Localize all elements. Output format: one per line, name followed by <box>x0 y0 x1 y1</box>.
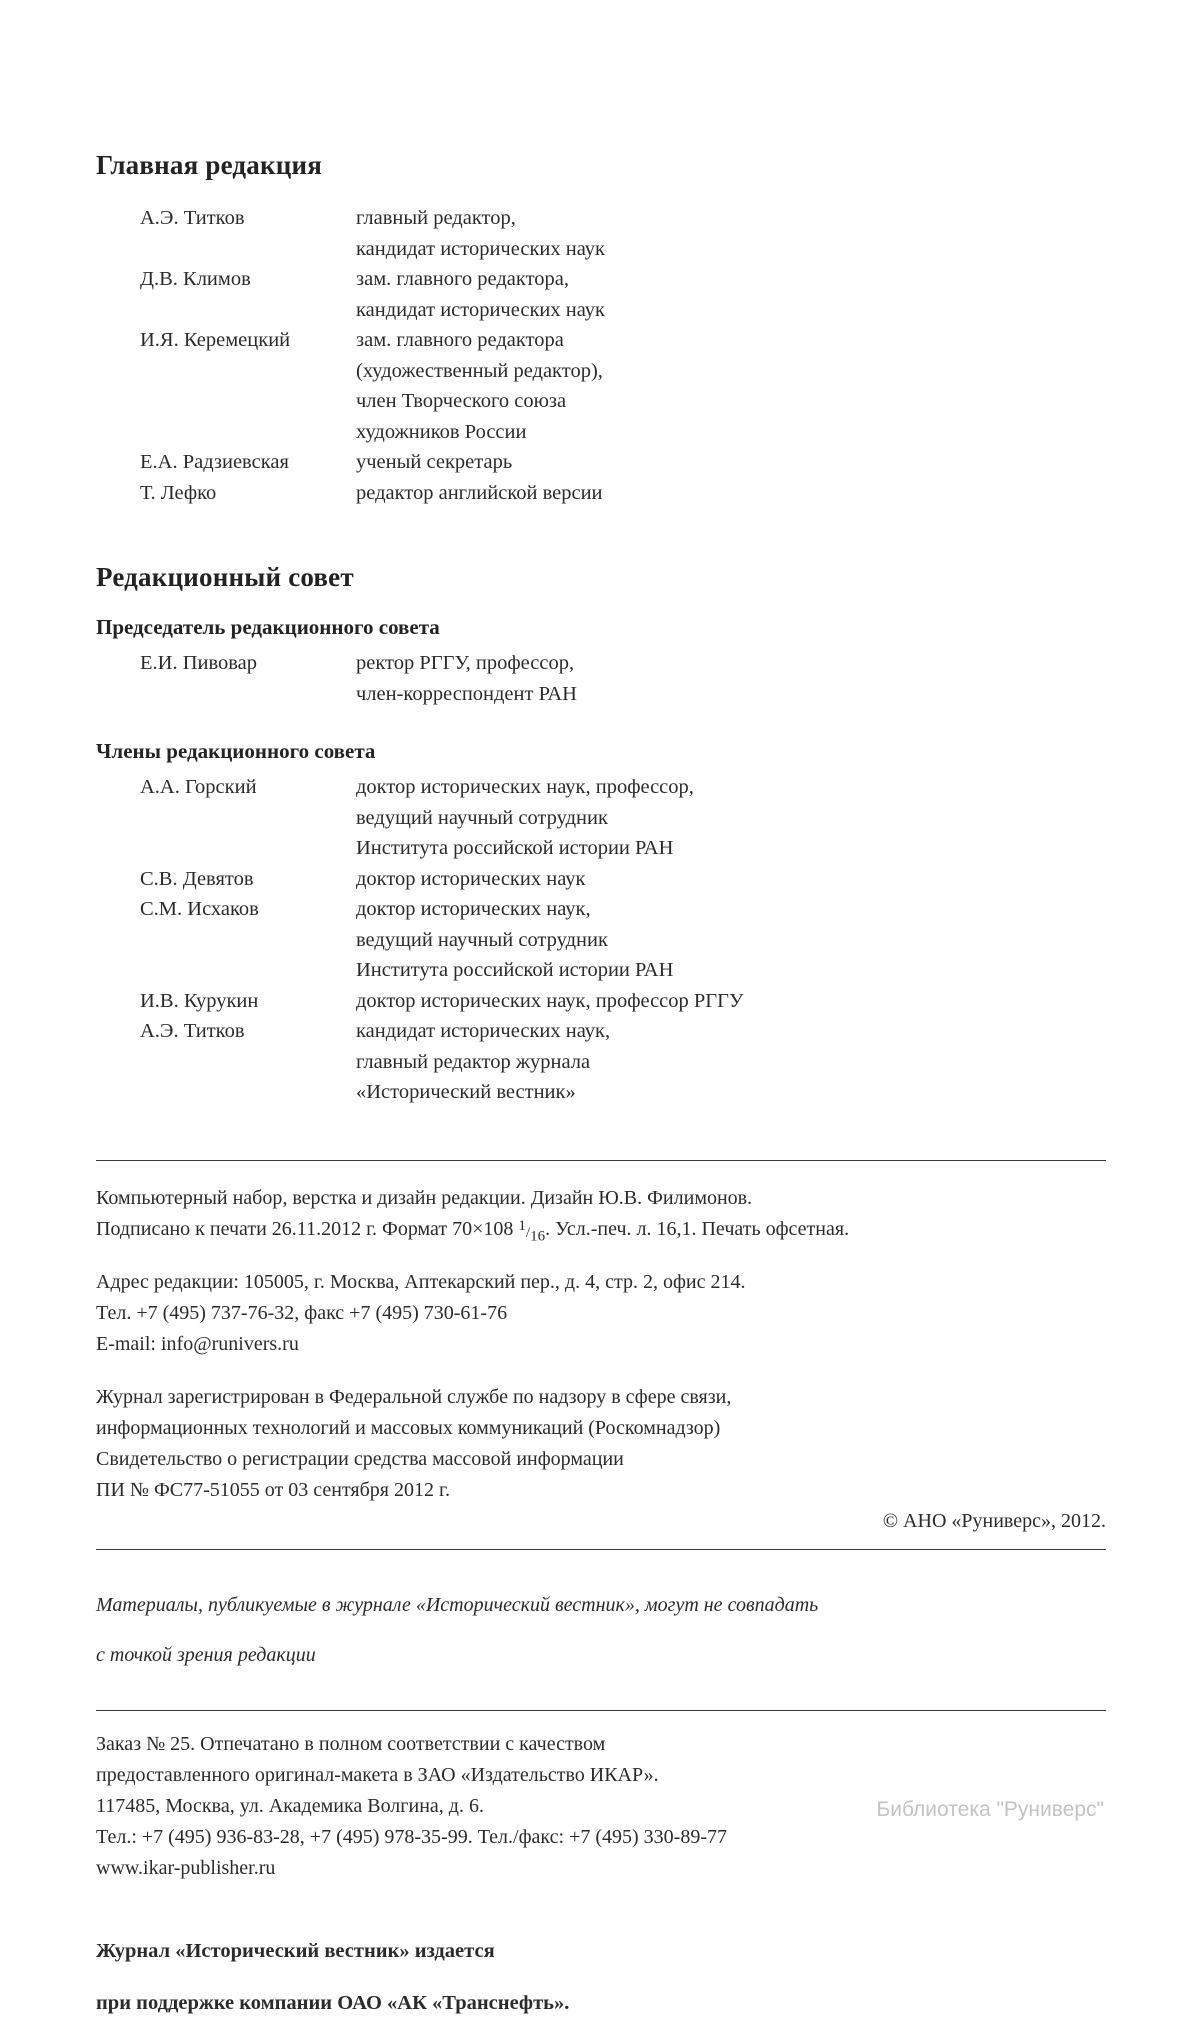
staff-row <box>140 264 605 325</box>
printer-line: Заказ № 25. Отпечатано в полном соответствии с качеством <box>96 1732 606 1755</box>
staff-role-line: кандидат исторических наук <box>356 298 605 321</box>
sponsor-block <box>96 1936 1106 2019</box>
printer-website[interactable]: www.ikar-publisher.ru <box>96 1856 276 1879</box>
chair-list <box>140 648 577 709</box>
email-line[interactable]: E-mail: info@runivers.ru <box>96 1332 299 1355</box>
main-editorial-list <box>140 203 605 508</box>
spacer <box>96 1550 1106 1570</box>
sponsor-line: при поддержке компании ОАО «АК «Транснефть». <box>96 1991 570 2014</box>
staff-name: И.Я. Керемецкий <box>140 329 291 351</box>
fraction-numerator: 1 <box>518 1218 526 1234</box>
registration-line: Свидетельство о регистрации средства массовой информации <box>96 1447 624 1470</box>
staff-name: Е.И. Пивовар <box>140 652 258 674</box>
staff-role <box>356 264 605 325</box>
staff-name: С.М. Исхаков <box>140 898 259 920</box>
page-content <box>96 150 1106 2039</box>
registration-line: ПИ № ФС77-51055 от 03 сентября 2012 г. <box>96 1478 450 1501</box>
editorial-board-title: Редакционный совет <box>96 562 354 592</box>
staff-role-line: ректор РГГУ, профессор, <box>356 652 575 674</box>
staff-row <box>140 447 605 478</box>
phone-line: Тел. +7 (495) 737-76-32, факс +7 (495) 730-61-76 <box>96 1301 508 1324</box>
copyright-line: © АНО «Руниверс», 2012. <box>882 1509 1106 1532</box>
fraction-denominator: 16 <box>530 1228 546 1245</box>
spacer <box>96 709 1106 739</box>
staff-name: А.Э. Титков <box>140 1020 245 1042</box>
staff-role-line: зам. главного редактора <box>356 329 564 351</box>
staff-name: Т. Лефко <box>140 481 217 504</box>
staff-role <box>356 325 605 447</box>
staff-role-line: доктор исторических наук, <box>356 898 591 920</box>
staff-role-line: ведущий научный сотрудник <box>356 806 608 829</box>
staff-role <box>356 894 744 986</box>
production-line: Компьютерный набор, верстка и дизайн редакции. Дизайн Ю.В. Филимонов. <box>96 1186 753 1209</box>
printer-line: предоставленного оригинал-макета в ЗАО «Издательство ИКАР». <box>96 1763 659 1786</box>
staff-role <box>356 1016 744 1108</box>
staff-role-line: Института российской истории РАН <box>356 837 674 859</box>
staff-role-line: доктор исторических наук, профессор РГГУ <box>356 989 744 1012</box>
board-members-list <box>140 772 744 1108</box>
print-line <box>96 1214 1106 1245</box>
staff-role <box>356 772 744 864</box>
staff-role-line: редактор английской версии <box>356 481 603 504</box>
spacer <box>96 1108 1106 1160</box>
staff-row <box>140 772 744 864</box>
staff-row <box>140 986 744 1017</box>
staff-name: А.Э. Титков <box>140 207 245 229</box>
board-members-heading: Члены редакционного совета <box>96 739 376 763</box>
staff-role-line: кандидат исторических наук, <box>356 1020 611 1042</box>
sponsor-line: Журнал «Исторический вестник» издается <box>96 1940 495 1962</box>
print-line-end: . Усл.-печ. л. 16,1. Печать офсетная. <box>545 1217 850 1240</box>
staff-role-line: член-корреспондент РАН <box>356 682 577 705</box>
imprint-block <box>96 1183 1106 1537</box>
staff-role-line: (художественный редактор), <box>356 359 603 382</box>
staff-role-line: кандидат исторических наук <box>356 237 605 260</box>
staff-role-line: зам. главного редактора, <box>356 268 569 290</box>
staff-role-line: Института российской истории РАН <box>356 959 674 981</box>
staff-role-line: член Творческого союза <box>356 390 567 412</box>
staff-name: А.А. Горский <box>140 776 257 798</box>
address-line: Адрес редакции: 105005, г. Москва, Аптекарский пер., д. 4, стр. 2, офис 214. <box>96 1270 746 1293</box>
staff-role <box>356 986 744 1017</box>
staff-role <box>356 478 605 509</box>
staff-role <box>356 864 744 895</box>
staff-role-line: главный редактор журнала <box>356 1050 591 1073</box>
spacer <box>96 1537 1106 1549</box>
staff-role <box>356 447 605 478</box>
spacer <box>96 1161 1106 1183</box>
staff-role-line: ученый секретарь <box>356 451 513 473</box>
staff-role <box>356 648 577 709</box>
staff-row <box>140 894 744 986</box>
main-editorial-title: Главная редакция <box>96 150 323 180</box>
chair-heading: Председатель редакционного совета <box>96 615 440 639</box>
staff-row <box>140 478 605 509</box>
disclaimer-block <box>96 1590 1106 1670</box>
disclaimer-line: с точкой зрения редакции <box>96 1643 316 1666</box>
staff-role-line: «Исторический вестник» <box>356 1081 576 1103</box>
spacer <box>96 1711 1106 1729</box>
printer-line: Тел.: +7 (495) 936-83-28, +7 (495) 978-35-99. Тел./факс: +7 (495) 330-89-77 <box>96 1825 727 1848</box>
staff-role-line: доктор исторических наук <box>356 867 586 890</box>
staff-row <box>140 203 605 264</box>
print-line-start: Подписано к печати 26.11.2012 г. Формат 70×108 <box>96 1217 519 1240</box>
spacer <box>96 1690 1106 1710</box>
registration-line: информационных технологий и массовых коммуникаций (Роскомнадзор) <box>96 1416 721 1439</box>
printer-line: 117485, Москва, ул. Академика Волгина, д. 6. <box>96 1794 484 1817</box>
staff-role-line: художников России <box>356 420 527 443</box>
staff-row <box>140 648 577 709</box>
staff-name: И.В. Курукин <box>140 989 259 1012</box>
staff-role-line: главный редактор, <box>356 207 516 229</box>
disclaimer-line: Материалы, публикуемые в журнале «Исторический вестник», могут не совпадать <box>96 1593 819 1616</box>
staff-role-line: доктор исторических наук, профессор, <box>356 776 694 798</box>
staff-name: Е.А. Радзиевская <box>140 451 289 473</box>
spacer <box>96 508 1106 562</box>
staff-name: Д.В. Климов <box>140 268 251 290</box>
staff-name: С.В. Девятов <box>140 867 254 890</box>
staff-role-line: ведущий научный сотрудник <box>356 928 608 951</box>
spacer <box>96 1884 1106 1916</box>
staff-row <box>140 864 744 895</box>
print-format-fraction: $^1/_{16}$ <box>518 1218 546 1245</box>
staff-role <box>356 203 605 264</box>
registration-line: Журнал зарегистрирован в Федеральной службе по надзору в сфере связи, <box>96 1385 732 1408</box>
watermark: Библиотека "Руниверс" <box>876 1798 1104 1821</box>
staff-row <box>140 1016 744 1108</box>
staff-row <box>140 325 605 447</box>
